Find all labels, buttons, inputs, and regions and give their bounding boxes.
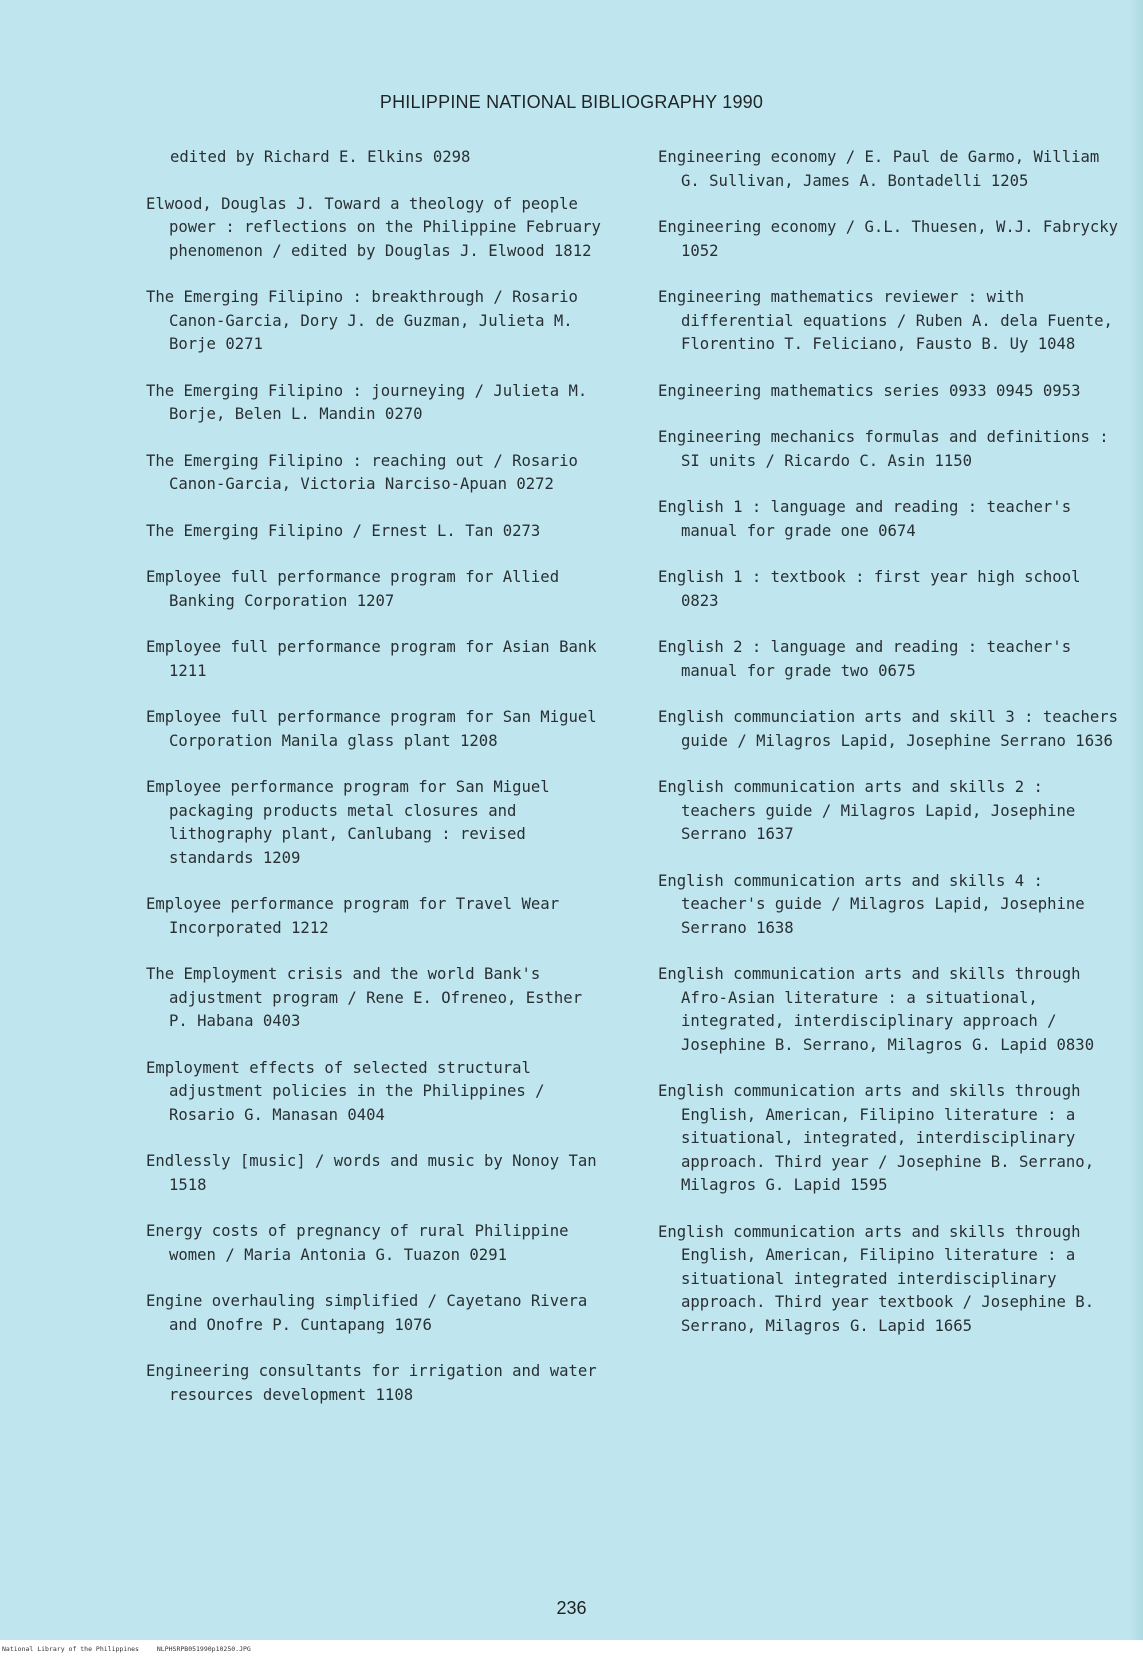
left-column: [146, 146, 608, 1430]
list-item: English communication arts and skills through English, American, Filipino literature : a situational, integrated, interdisciplinary approach. Third year / Josephine B. Serrano, Milagros G. Lapid 1595: [658, 1082, 1095, 1194]
list-item: The Emerging Filipino : journeying / Julieta M. Borje, Belen L. Mandin 0270: [146, 381, 588, 423]
list-item: Engineering consultants for irrigation and water resources development 1108: [146, 1362, 597, 1404]
list-item: Employment effects of selected structural adjustment policies in the Philippines / Rosario G. Manasan 0404: [146, 1058, 545, 1124]
list-item: English communication arts and skills through Afro-Asian literature : a situational, integrated, interdisciplinary approach / Josephine B. Serrano, Milagros G. Lapid 0830: [658, 965, 1095, 1054]
list-item: English 1 : language and reading : teacher's manual for grade one 0674: [658, 498, 1072, 540]
list-item: English 2 : language and reading : teacher's manual for grade two 0675: [658, 638, 1072, 680]
list-item: Employee full performance program for San Miguel Corporation Manila glass plant 1208: [146, 708, 597, 750]
list-item: Engineering mechanics formulas and definitions : SI units / Ricardo C. Asin 1150: [658, 428, 1109, 470]
list-item: Engineering mathematics series 0933 0945 0953: [658, 381, 1081, 400]
footer-file: NLPHSRPB051990p10250.JPG: [156, 1645, 251, 1653]
list-item: The Emerging Filipino : reaching out / Rosario Canon-Garcia, Victoria Narciso-Apuan 0272: [146, 451, 578, 493]
list-item: The Employment crisis and the world Bank's adjustment program / Rene E. Ofreneo, Esther P. Habana 0403: [146, 965, 583, 1030]
list-item: Engineering mathematics reviewer : with differential equations / Ruben A. dela Fuente, Florentino T. Feliciano, Fausto B. Uy 1048: [658, 288, 1113, 353]
list-item: English communication arts and skills 2 : teachers guide / Milagros Lapid, Josephine Serrano 1637: [658, 778, 1076, 843]
list-item: The Emerging Filipino / Ernest L. Tan 0273: [146, 521, 541, 540]
scan-footer: [0, 1640, 1143, 1658]
list-item: Engineering economy / E. Paul de Garmo, William G. Sullivan, James A. Bontadelli 1205: [658, 148, 1100, 190]
list-item: English communication arts and skills through English, American, Filipino literature : a situational integrated interdisciplinary approach. Third year textbook / Josephine B. Serrano, Milagros G. Lapid 1665: [658, 1222, 1095, 1335]
footer-library: National Library of the Philippines: [2, 1645, 139, 1653]
list-item: English communication arts and skills 4 : teacher's guide / Milagros Lapid, Josephine Serrano 1638: [658, 871, 1085, 937]
page-number: 236: [556, 1598, 587, 1618]
list-item: English communciation arts and skill 3 : teachers guide / Milagros Lapid, Josephine Serrano 1636: [658, 708, 1119, 750]
list-item: Engineering economy / G.L. Thuesen, W.J. Fabrycky 1052: [658, 218, 1119, 260]
list-item: Energy costs of pregnancy of rural Philippine women / Maria Antonia G. Tuazon 0291: [146, 1222, 569, 1264]
list-item: Engine overhauling simplified / Cayetano Rivera and Onofre P. Cuntapang 1076: [146, 1292, 588, 1334]
list-item: Elwood, Douglas J. Toward a theology of people power : reflections on the Philippine February phenomenon / edited by Douglas J. Elwood 1812: [146, 194, 601, 260]
list-item: edited by Richard E. Elkins 0298: [170, 148, 471, 166]
list-item: Employee performance program for Travel Wear Incorporated 1212: [146, 895, 560, 937]
list-item: Employee full performance program for Allied Banking Corporation 1207: [146, 568, 560, 610]
right-column: [658, 146, 1126, 1361]
page-edge-shadow: [1129, 0, 1143, 1640]
page-title: PHILIPPINE NATIONAL BIBLIOGRAPHY 1990: [379, 92, 764, 112]
list-item: Employee performance program for San Miguel packaging products metal closures and lithography plant, Canlubang : revised standards 1209: [146, 778, 550, 867]
list-item: The Emerging Filipino : breakthrough / Rosario Canon-Garcia, Dory J. de Guzman, Julieta M. Borje 0271: [146, 288, 578, 353]
list-item: Employee full performance program for Asian Bank 1211: [146, 638, 597, 680]
list-item: English 1 : textbook : first year high school 0823: [658, 568, 1081, 610]
list-item: Endlessly [music] / words and music by Nonoy Tan 1518: [146, 1152, 597, 1194]
